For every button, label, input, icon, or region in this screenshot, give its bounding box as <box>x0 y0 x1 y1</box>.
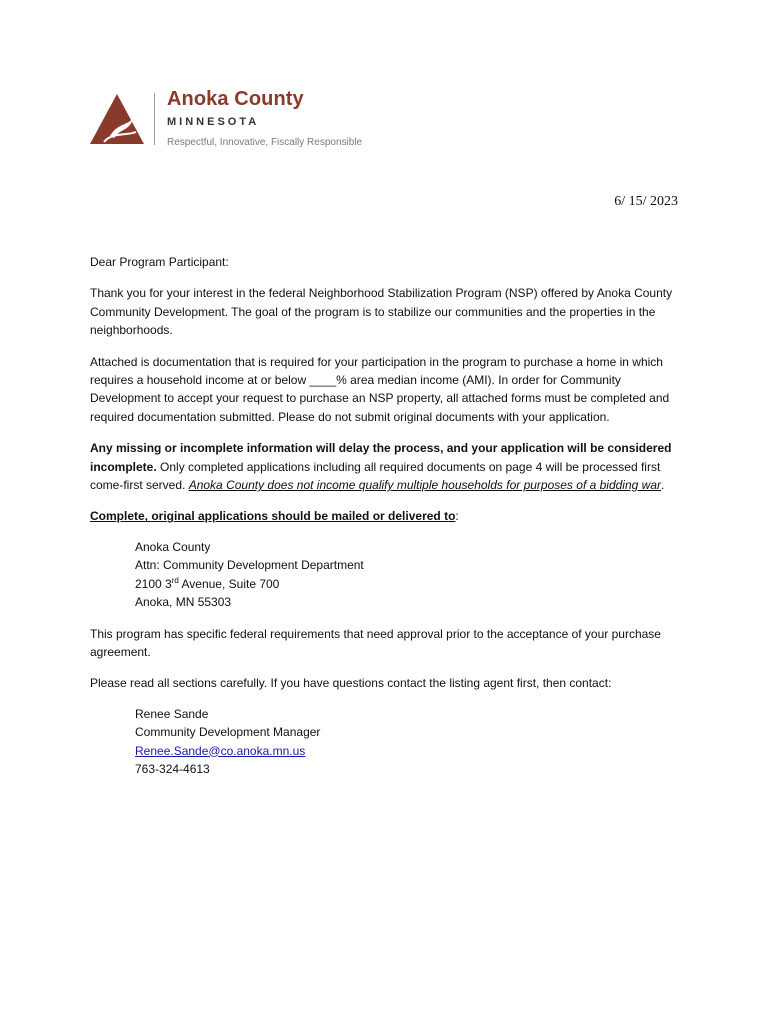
intro-paragraph: Thank you for your interest in the federal Neighborhood Stabilization Program (NSP) offered by Anoka County Community Development. The goal of the program is to stabilize our communities and the properties in the neighborhoods. <box>90 286 673 338</box>
missing-info-text: Only completed applications including all required documents on page 4 will be processed first come-first served. <box>90 459 661 493</box>
mail-heading: Complete, original applications should be mailed or delivered to <box>90 509 456 524</box>
bidding-war-note: Anoka County does not income qualify multiple households for purposes of a bidding war <box>188 478 661 493</box>
letter-body <box>90 253 680 791</box>
logo-divider <box>154 93 155 145</box>
address-street: Avenue, Suite 700 <box>178 576 280 591</box>
brand-tagline: Respectful, Innovative, Fiscally Responsible <box>167 137 363 148</box>
mailing-address <box>135 538 680 612</box>
contact-phone: 763-324-4613 <box>135 761 210 776</box>
brand-block <box>167 88 362 149</box>
attached-paragraph: Attached is documentation that is required for your participation in the program to purchase a home in which requires a household income at or below ____% area median income (AMI). In order for Community Development to accept your request to purchase an NSP property, all attached forms must be completed and required documentation submitted. Please do not submit original documents with your application. <box>90 354 670 424</box>
brand-name: Anoka County <box>167 88 304 110</box>
missing-info-paragraph <box>90 439 680 494</box>
mail-heading-colon: : <box>455 509 459 524</box>
salutation: Dear Program Participant: <box>90 255 229 269</box>
address-line-4: Anoka, MN 55303 <box>135 595 232 610</box>
contact-name: Renee Sande <box>135 706 209 721</box>
missing-info-end: . <box>661 478 665 493</box>
address-street-number: 2100 3 <box>135 576 172 591</box>
contact-email-link[interactable]: Renee.Sande@co.anoka.mn.us <box>135 743 306 758</box>
missing-info-warning: Any missing or incomplete information will delay the process, and your application will be considered incomplete. <box>90 441 672 474</box>
address-line-3 <box>135 575 680 593</box>
questions-paragraph: Please read all sections carefully. If you have questions contact the listing agent first, then contact: <box>90 676 612 691</box>
address-ordinal: rd <box>171 575 179 585</box>
mail-heading-paragraph <box>90 507 680 525</box>
federal-paragraph: This program has specific federal requirements that need approval prior to the acceptance of your purchase agreement. <box>90 626 661 659</box>
anoka-county-logo-icon <box>90 92 144 146</box>
letter-date: 6/ 15/ 2023 <box>614 194 678 209</box>
contact-title: Community Development Manager <box>135 725 321 740</box>
address-line-2: Attn: Community Development Department <box>135 558 364 573</box>
contact-block <box>135 705 680 779</box>
address-line-1: Anoka County <box>135 539 211 554</box>
letterhead <box>90 88 410 152</box>
brand-state: MINNESOTA <box>167 116 260 128</box>
